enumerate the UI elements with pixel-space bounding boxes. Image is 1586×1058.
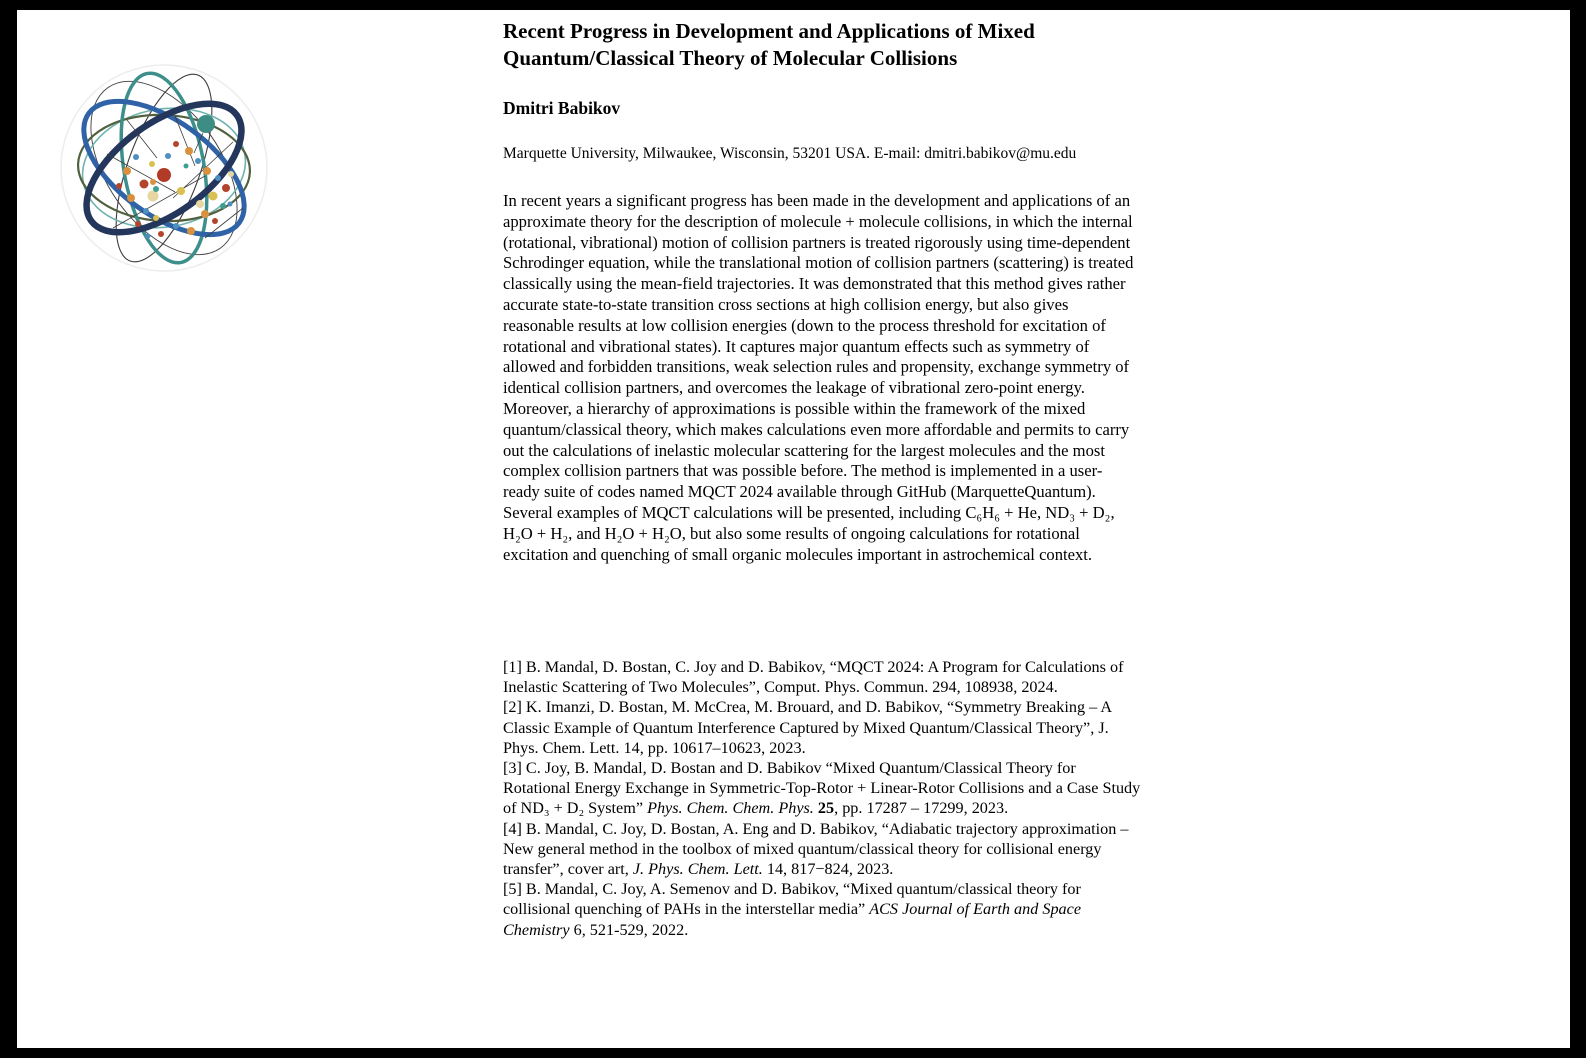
reference-segment: [2] K. Imanzi, D. Bostan, M. McCrea, M. Brouard, and D. Babikov, “Symmetry Breaking – A Classic Example of Quantum Interference Captured by Mixed Quantum/Classical Theory”, J. Phys. Chem. Lett. 14, pp. 10617–10623, 2023.: [503, 698, 1112, 757]
author-affiliation: Marquette University, Milwaukee, Wisconsin, 53201 USA. E-mail: dmitri.babikov@mu.edu: [503, 145, 1077, 162]
reference-item: [503, 819, 1145, 880]
author-name: Dmitri Babikov: [503, 98, 621, 118]
reference-segment: 6, 521-529, 2022.: [569, 920, 689, 939]
atom-illustration: [57, 58, 273, 274]
reference-segment: [4] B. Mandal, C. Joy, D. Bostan, A. Eng and D. Babikov, “Adiabatic trajectory approximation – New general method in the toolbox of mixed quantum/classical theory for collisional energy transfer”, cover art,: [503, 819, 1129, 879]
document-page: [17, 10, 1570, 1048]
reference-item: [503, 879, 1145, 940]
reference-segment: J. Phys. Chem. Lett.: [632, 860, 763, 879]
reference-item: [503, 657, 1145, 697]
page-title: Recent Progress in Development and Applications of Mixed Quantum/Classical Theory of Molecular Collisions: [503, 19, 1035, 70]
reference-segment: [5] B. Mandal, C. Joy, A. Semenov and D. Babikov, “Mixed quantum/classical theory for collisional quenching of PAHs in the interstellar media”: [503, 880, 1081, 919]
reference-segment: , pp. 17287 – 17299, 2023.: [834, 799, 1009, 818]
references-list: [503, 657, 1145, 940]
reference-segment: 25: [817, 799, 835, 818]
reference-item: [503, 758, 1145, 819]
abstract-text: In recent years a significant progress has been made in the development and applications of an approximate theory for the description of molecule + molecule collisions, in which the internal (rotational, vibrational) motion of collision partners is treated rigorously using time-dependent Schrodinger equation, while the translational motion of collision partners (scattering) is treated classically using the mean-field trajectories. It was demonstrated that this method gives rather accurate state-to-state transition cross sections at high collision energy, but also gives reasonable results at low collision energies (down to the process threshold for excitation of rotational and vibrational states). It captures major quantum effects such as symmetry of allowed and forbidden transitions, weak selection rules and propensity, exchange symmetry of identical collision partners, and overcomes the leakage of vibrational zero-point energy. Moreover, a hierarchy of approximations is possible within the framework of the mixed quantum/classical theory, which makes calculations even more affordable and permits to carry out the calculations of inelastic molecular scattering for the largest molecules and the most complex collision partners that was possible before. The method is implemented in a user-ready suite of codes named MQCT 2024 available through GitHub (MarquetteQuantum). Several examples of MQCT calculations will be presented, including C₆H₆ + He, ND₃ + D₂, H₂O + H₂, and H₂O + H₂O, but also some results of ongoing calculations for rotational excitation and quenching of small organic molecules important in astrochemical context.: [503, 191, 1134, 564]
reference-segment: ACS Journal of Earth and Space Chemistry: [503, 900, 1082, 939]
reference-item: [503, 697, 1145, 758]
reference-segment: 14, 817−824, 2023.: [762, 860, 894, 879]
reference-segment: [3] C. Joy, B. Mandal, D. Bostan and D. Babikov “Mixed Quantum/Classical Theory for Rotational Energy Exchange in Symmetric-Top-Rotor + Linear-Rotor Collisions and a Case Study of ND₃ + D₂ System”: [503, 759, 1141, 818]
reference-segment: Phys. Chem. Chem. Phys.: [647, 799, 814, 818]
reference-segment: [1] B. Mandal, D. Bostan, C. Joy and D. Babikov, “MQCT 2024: A Program for Calculations of Inelastic Scattering of Two Molecules”, Comput. Phys. Commun. 294, 108938, 2024.: [503, 658, 1124, 697]
